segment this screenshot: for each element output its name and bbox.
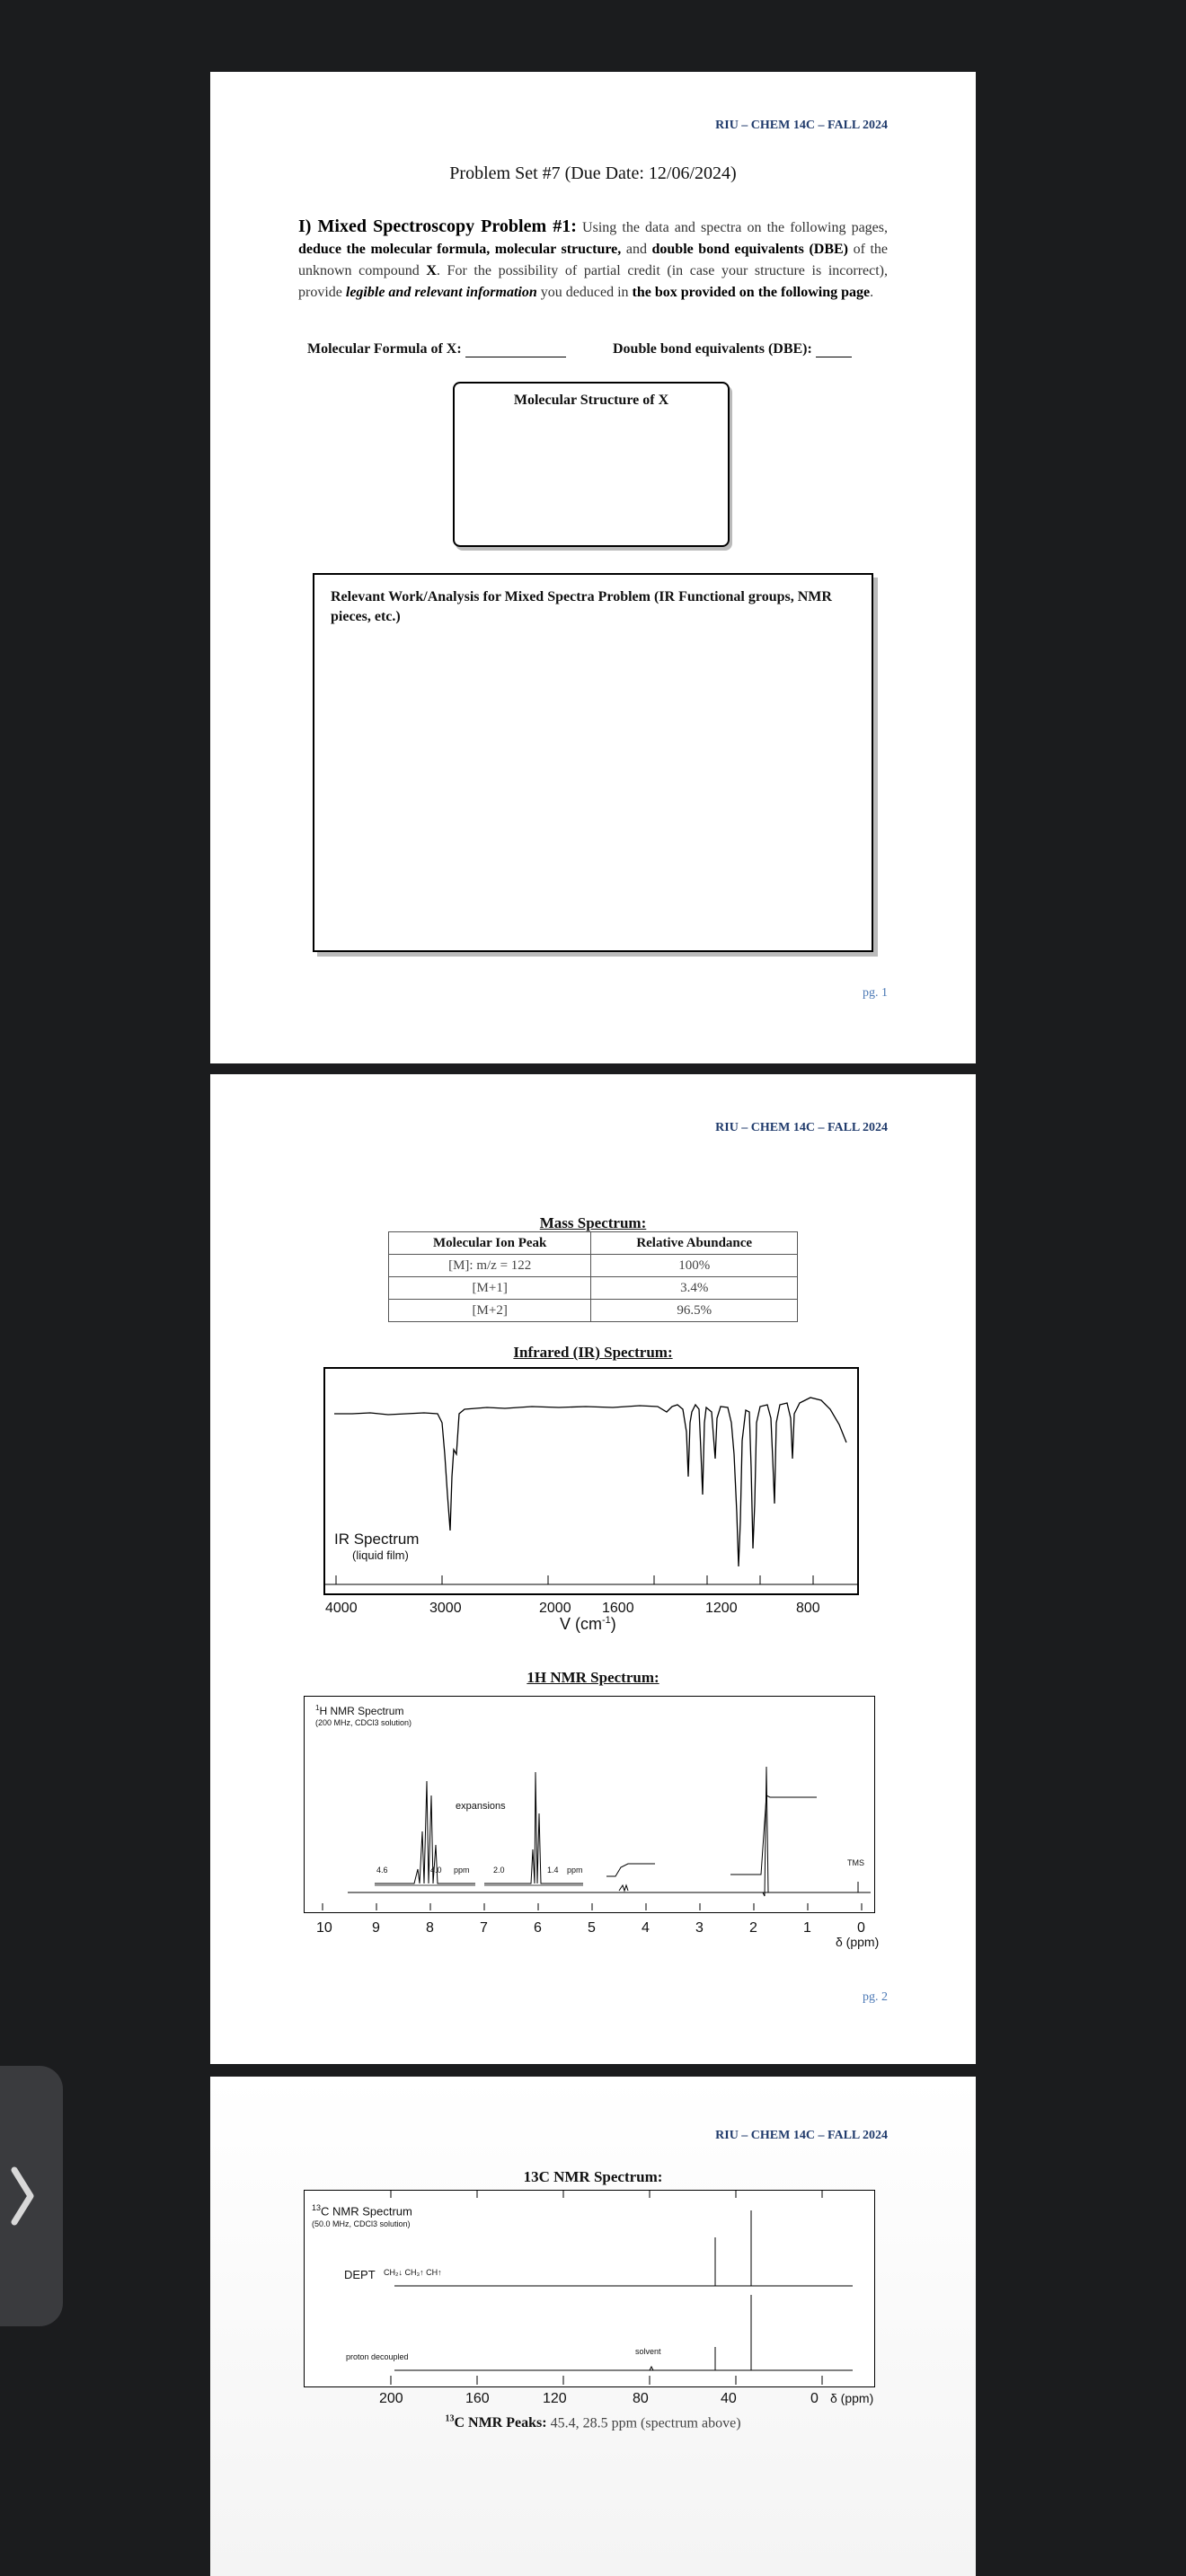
page-number: pg. 2	[863, 1990, 888, 2004]
ir-tick-label: 1200	[705, 1601, 738, 1616]
exp-tick: 4.0	[430, 1866, 442, 1875]
intro-text: . For the possibility of partial credit (in case your structure is incorrect), provide	[298, 263, 888, 300]
ir-tick-label: 2000	[539, 1601, 571, 1616]
intro-text: Using the data and spectra on the following pages,	[576, 220, 888, 235]
course-header: RIU – CHEM 14C – FALL 2024	[715, 119, 888, 132]
cnmr-peaks-values: 45.4, 28.5 ppm (spectrum above)	[550, 2415, 741, 2431]
hnmr-title: 1H NMR Spectrum:	[527, 1669, 659, 1686]
hnmr-tick: 0	[857, 1920, 865, 1936]
exp-tick: ppm	[454, 1866, 470, 1875]
dbe-label: Double bond equivalents (DBE):	[613, 341, 812, 357]
cnmr-tick: 120	[543, 2391, 567, 2406]
exp-tick: 4.6	[376, 1866, 388, 1875]
intro-text: .	[870, 285, 874, 300]
cnmr-plot	[304, 2190, 875, 2387]
cnmr-label-text: C NMR Spectrum	[321, 2204, 412, 2219]
page-2	[210, 1074, 976, 2064]
cnmr-delta-label: δ (ppm)	[830, 2391, 874, 2405]
ir-axis-exp: -1	[602, 1615, 611, 1626]
cnmr-trace	[305, 2191, 874, 2386]
table-cell: [M]: m/z = 122	[389, 1255, 591, 1277]
table-cell: [M+2]	[389, 1300, 591, 1322]
intro-text: you deduced in	[536, 285, 633, 300]
solvent-label: solvent	[635, 2347, 661, 2356]
table-cell: 96.5%	[591, 1300, 798, 1322]
hnmr-sublabel: (200 MHz, CDCl3 solution)	[315, 1718, 412, 1727]
work-box-label: Relevant Work/Analysis for Mixed Spectra Problem (IR Functional groups, NMR pieces, etc.)	[331, 589, 832, 624]
table-row	[389, 1255, 798, 1277]
hnmr-axis-ticks	[323, 1903, 862, 1910]
hnmr-tick: 2	[749, 1920, 757, 1936]
intro-bold: the box provided on the following page	[632, 285, 871, 300]
molecular-formula-label: Molecular Formula of X:	[307, 341, 462, 357]
structure-box[interactable]	[453, 382, 730, 547]
mass-spectrum-table	[388, 1231, 798, 1322]
ir-spectrum-title: Infrared (IR) Spectrum:	[513, 1344, 673, 1361]
intro-italic: legible and relevant information	[345, 285, 537, 300]
hnmr-tick: 6	[534, 1920, 542, 1936]
intro-text: of the unknown compound	[298, 242, 889, 278]
table-row	[389, 1300, 798, 1322]
cnmr-axis-ticks	[391, 2191, 822, 2385]
ir-axis-label	[560, 1615, 616, 1634]
cnmr-label-sup: 13	[312, 2203, 322, 2212]
molecular-formula-field[interactable]	[307, 341, 566, 357]
chevron-right-icon	[9, 2165, 36, 2228]
hnmr-trace	[305, 1697, 874, 1912]
problem-lead: I) Mixed Spectroscopy Problem #1:	[298, 216, 577, 236]
cnmr-peaks-sup: 13	[445, 2414, 455, 2424]
cnmr-peaks-label: C NMR Peaks:	[454, 2415, 547, 2431]
ir-spectrum-plot	[323, 1367, 859, 1595]
next-page-tab[interactable]	[0, 2066, 63, 2326]
table-header-row	[389, 1232, 798, 1255]
ir-sublabel: (liquid film)	[352, 1548, 409, 1562]
col-header: Relative Abundance	[591, 1232, 798, 1255]
exp-tick: 2.0	[493, 1866, 505, 1875]
problem-intro	[298, 216, 888, 304]
cnmr-tick: 160	[465, 2391, 490, 2406]
hnmr-delta-label: δ (ppm)	[836, 1935, 880, 1949]
table-cell: 100%	[591, 1255, 798, 1277]
intro-text: and	[621, 242, 652, 257]
ir-label: IR Spectrum	[334, 1531, 420, 1548]
hnmr-plot	[304, 1696, 875, 1913]
hnmr-tick: 9	[372, 1920, 380, 1936]
hnmr-label-sup: 1	[315, 1704, 320, 1712]
table-cell: [M+1]	[389, 1277, 591, 1300]
work-box[interactable]	[313, 573, 873, 952]
table-cell: 3.4%	[591, 1277, 798, 1300]
exp-tick: 1.4	[547, 1866, 559, 1875]
ir-axis-close: )	[610, 1615, 616, 1633]
ir-tick-label: 800	[796, 1601, 820, 1616]
dept-label: DEPT	[344, 2268, 376, 2281]
page-3	[210, 2077, 976, 2576]
page-number: pg. 1	[863, 986, 888, 1000]
table-row	[389, 1277, 798, 1300]
col-header: Molecular Ion Peak	[389, 1232, 591, 1255]
ir-axis-text: V (cm	[560, 1615, 602, 1633]
hnmr-tick: 7	[480, 1920, 488, 1936]
cnmr-sublabel: (50.0 MHz, CDCl3 solution)	[312, 2219, 411, 2228]
course-header: RIU – CHEM 14C – FALL 2024	[715, 2129, 888, 2142]
cnmr-title: 13C NMR Spectrum:	[523, 2168, 663, 2185]
hnmr-tick: 10	[316, 1920, 332, 1936]
hnmr-tick: 8	[426, 1920, 434, 1936]
intro-bold: X	[426, 263, 437, 278]
cnmr-tick: 40	[721, 2391, 737, 2406]
dept-keys: CH₂↓ CH₃↑ CH↑	[384, 2268, 442, 2277]
ir-tick-label: 4000	[325, 1601, 358, 1616]
ir-tick-label: 1600	[602, 1601, 634, 1616]
course-header: RIU – CHEM 14C – FALL 2024	[715, 1121, 888, 1134]
exp-tick: ppm	[567, 1866, 583, 1875]
mass-spectrum-title: Mass Spectrum:	[539, 1214, 647, 1231]
proton-decoupled-label: proton decoupled	[346, 2352, 409, 2361]
cnmr-peaks	[210, 2414, 976, 2431]
hnmr-label-text: H NMR Spectrum	[319, 1705, 404, 1717]
hnmr-tick: 4	[642, 1920, 650, 1936]
cnmr-tick: 80	[633, 2391, 649, 2406]
hnmr-tick: 5	[588, 1920, 596, 1936]
cnmr-tick: 0	[810, 2391, 819, 2406]
dbe-field[interactable]	[613, 341, 852, 357]
tms-label: TMS	[847, 1858, 864, 1867]
problem-set-title: Problem Set #7 (Due Date: 12/06/2024)	[449, 163, 737, 183]
hnmr-tick: 3	[695, 1920, 704, 1936]
page-1	[210, 72, 976, 1063]
hnmr-tick: 1	[803, 1920, 811, 1936]
ir-tick-label: 3000	[429, 1601, 462, 1616]
structure-box-label: Molecular Structure of X	[513, 393, 669, 408]
intro-bold: double bond equivalents (DBE)	[651, 242, 849, 257]
ir-axis-ticks	[325, 1575, 857, 1584]
cnmr-tick: 200	[379, 2391, 403, 2406]
expansions-label: expansions	[456, 1801, 506, 1812]
intro-bold: deduce the molecular formula, molecular structure,	[298, 242, 622, 257]
